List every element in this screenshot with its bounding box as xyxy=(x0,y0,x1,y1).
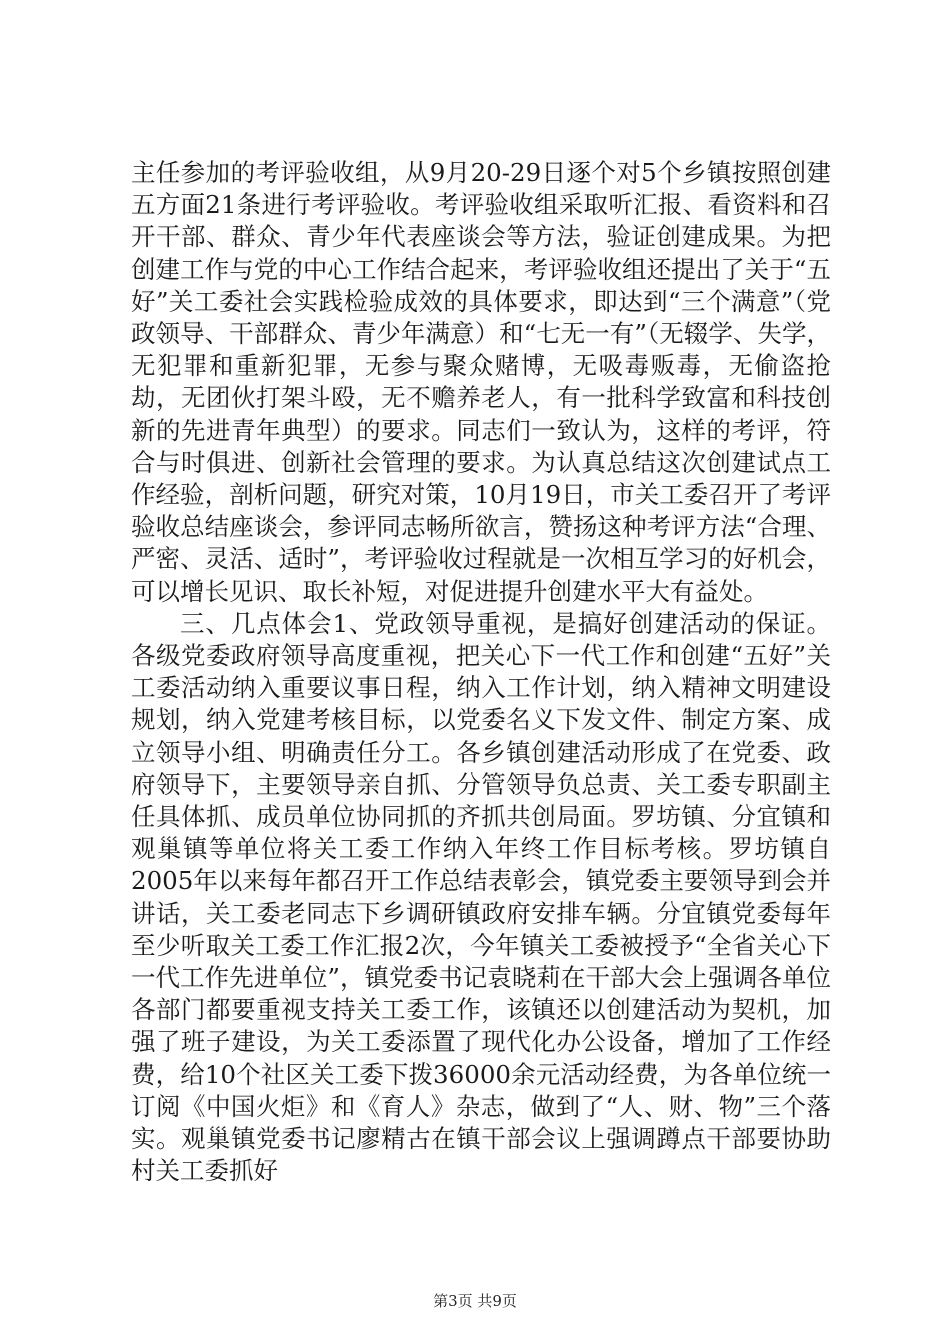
paragraph-evaluation: 主任参加的考评验收组，从9月20-29日逐个对5个乡镇按照创建五方面21条进行考评验收。考评验收组采取听汇报、看资料和召开干部、群众、青少年代表座谈会等方法，验证创建成果。为把创建工作与党的中心工作结合起来，考评验收组还提出了关于“五好”关工委社会实践检验成效的具体要求，即达到“三个满意”（党政领导、干部群众、青少年满意）和“七无一有”（无辍学、失学，无犯罪和重新犯罪，无参与聚众赌博，无吸毒贩毒，无偷盗抢劫，无团伙打架斗殴，无不赡养老人，有一批科学致富和科技创新的先进青年典型）的要求。同志们一致认为，这样的考评，符合与时俱进、创新社会管理的要求。为认真总结这次创建试点工作经验，剖析问题，研究对策，10月19日，市关工委召开了考评验收总结座谈会，参评同志畅所欲言，赞扬这种考评方法“合理、严密、灵活、适时”，考评验收过程就是一次相互学习的好机会，可以增长见识、取长补短，对促进提升创建水平大有益处。 xyxy=(131,158,831,606)
page-number-footer: 第3页 共9页 xyxy=(433,1292,517,1310)
paragraph-experience: 三、几点体会1、党政领导重视，是搞好创建活动的保证。各级党委政府领导高度重视，把关心下一代工作和创建“五好”关工委活动纳入重要议事日程，纳入工作计划，纳入精神文明建设规划，纳入党建考核目标，以党委名义下发文件、制定方案、成立领导小组、明确责任分工。各乡镇创建活动形成了在党委、政府领导下，主要领导亲自抓、分管领导负总责、关工委专职副主任具体抓、成员单位协同抓的齐抓共创局面。罗坊镇、分宜镇和观巢镇等单位将关工委工作纳入年终工作目标考核。罗坊镇自2005年以来每年都召开工作总结表彰会，镇党委主要领导到会并讲话，关工委老同志下乡调研镇政府安排车辆。分宜镇党委每年至少听取关工委工作汇报2次，今年镇关工委被授予“全省关心下一代工作先进单位”，镇党委书记袁晓莉在干部大会上强调各单位各部门都要重视支持关工委工作，该镇还以创建活动为契机，加强了班子建设，为关工委添置了现代化办公设备，增加了工作经费，给10个社区关工委下拨36000余元活动经费，为各单位统一订阅《中国火炬》和《育人》杂志，做到了“人、财、物”三个落实。观巢镇党委书记廖精古在镇干部会议上强调蹲点干部要协助村关工委抓好 xyxy=(131,608,831,1186)
document-body xyxy=(131,157,831,1188)
